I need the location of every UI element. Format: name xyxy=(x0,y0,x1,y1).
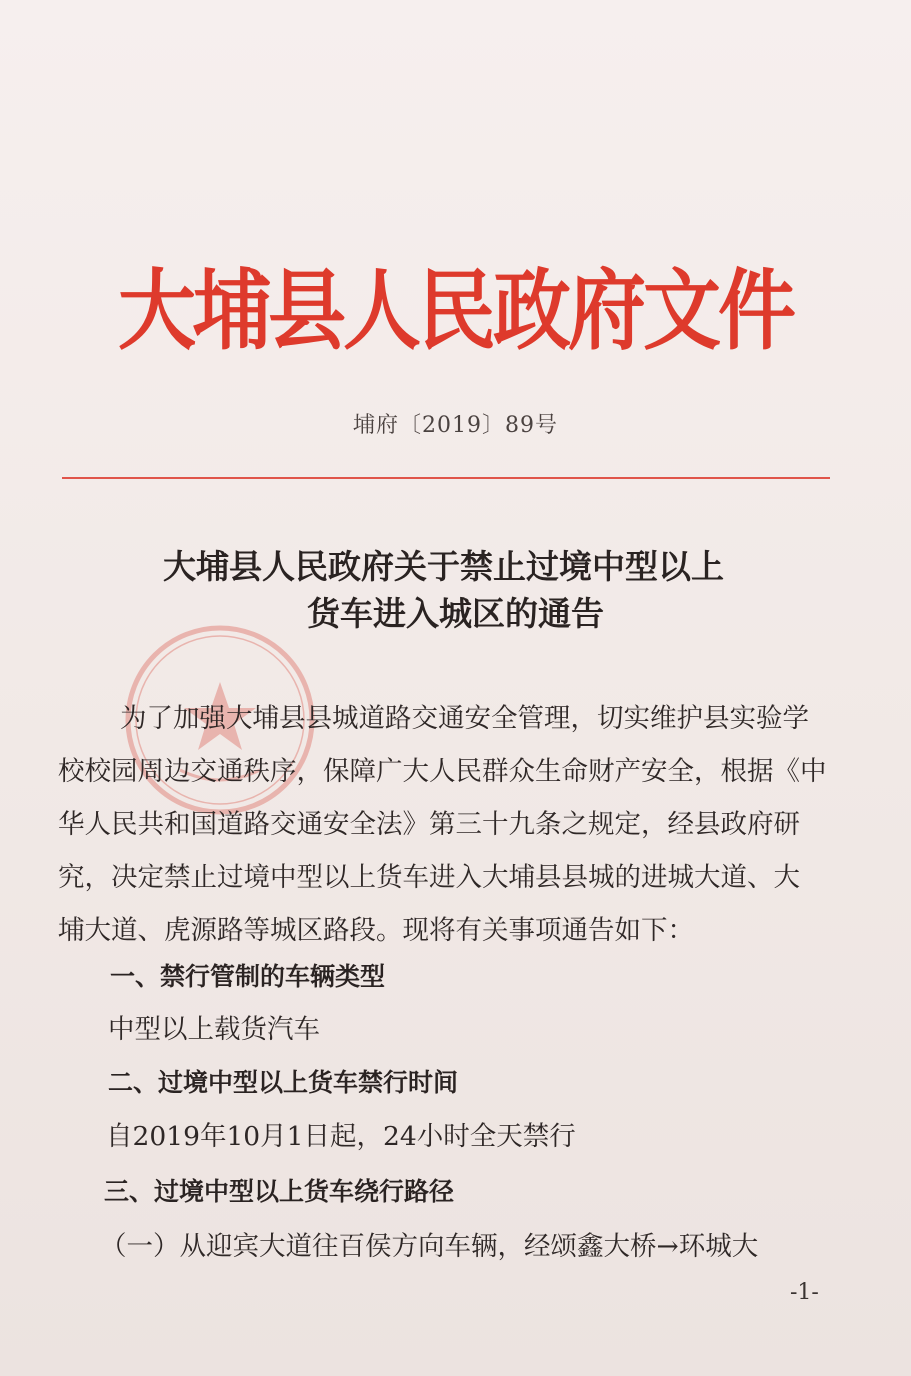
red-divider-line xyxy=(62,477,830,479)
page-number: -1- xyxy=(790,1280,819,1305)
notice-title-line-1: 大埔县人民政府关于禁止过境中型以上 xyxy=(163,547,724,586)
paragraph-line: 华人民共和国道路交通安全法》第三十九条之规定，经县政府研 xyxy=(58,809,800,840)
paragraph-line: 校校园周边交通秩序，保障广大人民群众生命财产安全，根据《中 xyxy=(58,756,827,787)
paragraph-line: 究，决定禁止过境中型以上货车进入大埔县县城的进城大道、大 xyxy=(58,862,800,893)
section-2-body: 自2019年10月1日起，24小时全天禁行 xyxy=(106,1121,576,1152)
section-2-heading: 二、过境中型以上货车禁行时间 xyxy=(108,1068,459,1097)
section-1-body: 中型以上载货汽车 xyxy=(108,1014,320,1045)
notice-title-line-2: 货车进入城区的通告 xyxy=(307,594,604,633)
document-number: 埔府〔2019〕89号 xyxy=(353,413,558,438)
section-3-heading: 三、过境中型以上货车绕行路径 xyxy=(104,1177,455,1206)
section-3-body: （一）从迎宾大道往百侯方向车辆，经颂鑫大桥→环城大 xyxy=(100,1231,759,1262)
document-header-title: 大埔县人民政府文件 xyxy=(117,261,793,363)
paragraph-line: 埔大道、虎源路等城区路段。现将有关事项通告如下： xyxy=(58,915,694,946)
paragraph-line: 为了加强大埔县县城道路交通安全管理，切实维护县实验学 xyxy=(120,703,809,734)
section-1-heading: 一、禁行管制的车辆类型 xyxy=(110,962,386,991)
